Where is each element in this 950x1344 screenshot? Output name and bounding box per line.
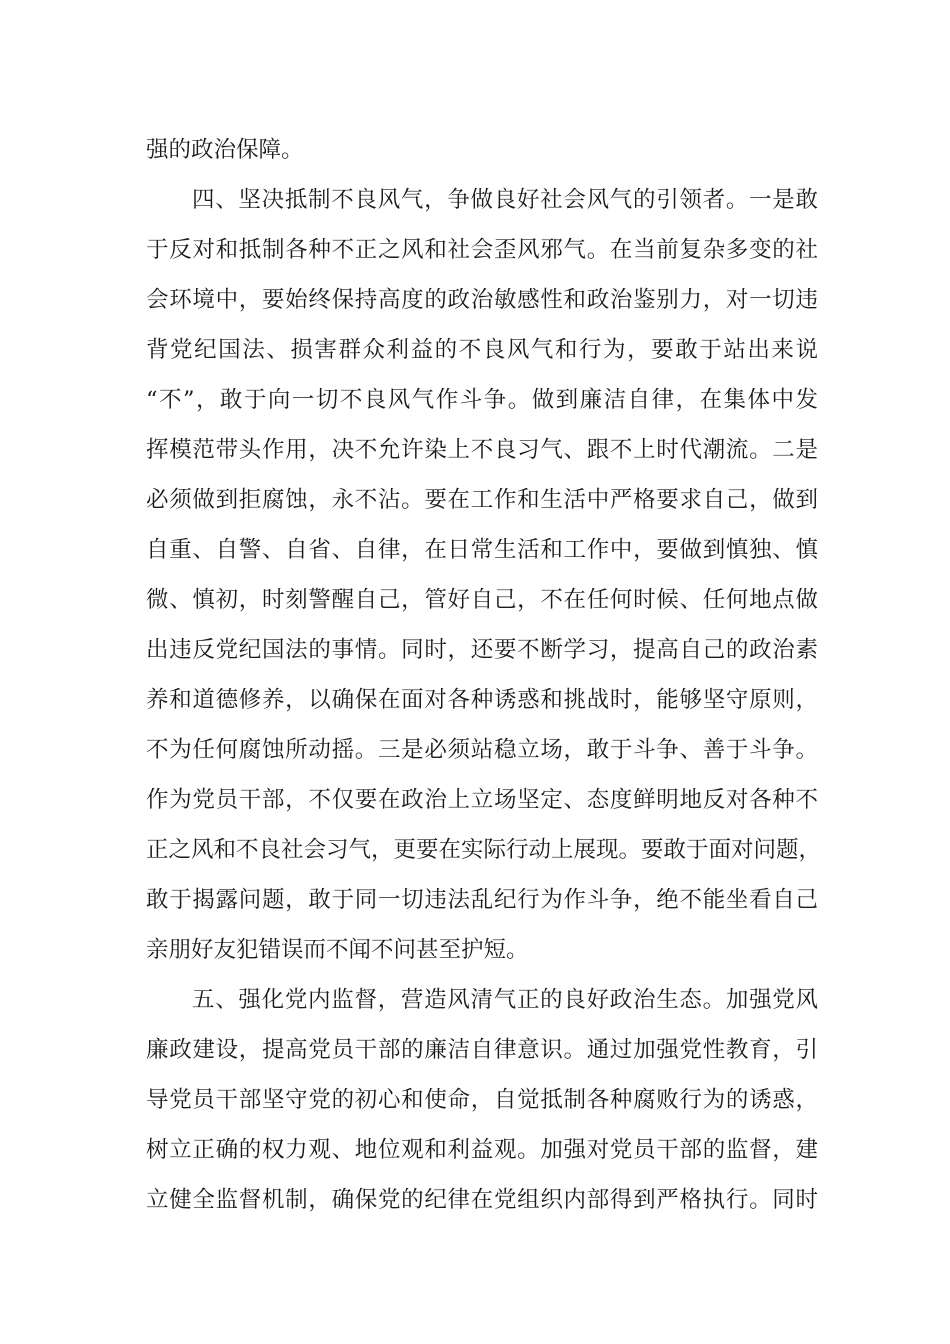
text-line: 背党纪国法、损害群众利益的不良风气和行为，要敢于站出来说 [146,337,818,363]
text-line: 廉政建设，提高党员干部的廉洁自律意识。通过加强党性教育，引 [146,1037,818,1063]
text-line: “不”，敢于向一切不良风气作斗争。做到廉洁自律，在集体中发 [146,387,818,413]
text-line: 立健全监督机制，确保党的纪律在党组织内部得到严格执行。同时 [146,1187,818,1213]
paragraph-five-start: 五、强化党内监督，营造风清气正的良好政治生态。加强党风 [192,987,818,1013]
text-line: 亲朋好友犯错误而不闻不问甚至护短。 [146,937,529,963]
text-line: 会环境中，要始终保持高度的政治敏感性和政治鉴别力，对一切违 [146,287,818,313]
text-line: 正之风和不良社会习气，更要在实际行动上展现。要敢于面对问题， [146,837,822,863]
text-line: 养和道德修养，以确保在面对各种诱惑和挑战时，能够坚守原则， [146,687,818,713]
text-line: 于反对和抵制各种不正之风和社会歪风邪气。在当前复杂多变的社 [146,237,818,263]
text-line: 挥模范带头作用，决不允许染上不良习气、跟不上时代潮流。二是 [146,437,818,463]
text-line: 导党员干部坚守党的初心和使命，自觉抵制各种腐败行为的诱惑， [146,1087,818,1113]
text-line: 强的政治保障。 [146,137,304,163]
text-line: 自重、自警、自省、自律，在日常生活和工作中，要做到慎独、慎 [146,537,818,563]
text-line: 敢于揭露问题，敢于同一切违法乱纪行为作斗争，绝不能坐看自己 [146,887,818,913]
text-line: 不为任何腐蚀所动摇。三是必须站稳立场，敢于斗争、善于斗争。 [146,737,818,763]
text-line: 树立正确的权力观、地位观和利益观。加强对党员干部的监督，建 [146,1137,818,1163]
text-line: 必须做到拒腐蚀，永不沾。要在工作和生活中严格要求自己，做到 [146,487,818,513]
paragraph-four-start: 四、坚决抵制不良风气，争做良好社会风气的引领者。一是敢 [192,187,818,213]
text-line: 出违反党纪国法的事情。同时，还要不断学习，提高自己的政治素 [146,637,818,663]
text-line: 微、慎初，时刻警醒自己，管好自己，不在任何时候、任何地点做 [146,587,818,613]
text-line: 作为党员干部，不仅要在政治上立场坚定、态度鲜明地反对各种不 [146,787,818,813]
